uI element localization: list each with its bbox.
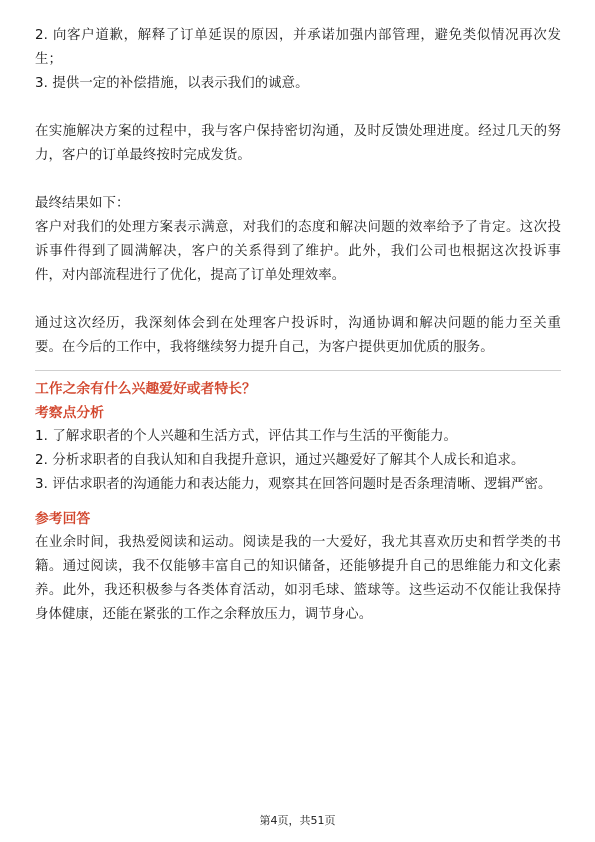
analysis-point-2: 2. 分析求职者的自我认知和自我提升意识，通过兴趣爱好了解其个人成长和追求。 [35,453,525,468]
spacer [35,168,561,192]
step-item-2: 2. 向客户道歉，解释了订单延误的原因，并承诺加强内部管理，避免类似情况再次发生； [35,28,561,67]
analysis-point-1: 1. 了解求职者的个人兴趣和生活方式，评估其工作与生活的平衡能力。 [35,429,458,444]
spacer [35,497,561,507]
section-divider [35,370,561,371]
answer-heading: 参考回答 [35,511,91,527]
reflection-paragraph: 通过这次经历，我深刻体会到在处理客户投诉时，沟通协调和解决问题的能力至关重要。在今后的工作中，我将继续努力提升自己，为客户提供更加优质的服务。 [35,316,561,355]
step-item-3: 3. 提供一定的补偿措施，以表示我们的诚意。 [35,76,309,91]
process-paragraph: 在实施解决方案的过程中，我与客户保持密切沟通，及时反馈处理进度。经过几天的努力，客户的订单最终按时完成发货。 [35,124,561,163]
document-body [35,24,561,627]
result-paragraph: 客户对我们的处理方案表示满意，对我们的态度和解决问题的效率给予了肯定。这次投诉事件得到了圆满解决，客户的关系得到了维护。此外，我们公司也根据这次投诉事件，对内部流程进行了优化，提高了订单处理效率。 [35,220,561,283]
analysis-point-3: 3. 评估求职者的沟通能力和表达能力，观察其在回答问题时是否条理清晰、逻辑严密。 [35,477,552,492]
page-indicator: 第4页，共51页 [259,814,336,827]
answer-paragraph: 在业余时间，我热爱阅读和运动。阅读是我的一大爱好，我尤其喜欢历史和哲学类的书籍。通过阅读，我不仅能够丰富自己的知识储备，还能够提升自己的思维能力和文化素养。此外，我还积极参与各类体育活动，如羽毛球、篮球等。这些运动不仅能让我保持身体健康，还能在紧张的工作之余释放压力，调节身心。 [35,535,561,622]
spacer [35,288,561,312]
analysis-heading: 考察点分析 [35,405,104,421]
result-label: 最终结果如下： [35,196,130,211]
interview-question: 工作之余有什么兴趣爱好或者特长？ [35,381,256,397]
spacer [35,96,561,120]
